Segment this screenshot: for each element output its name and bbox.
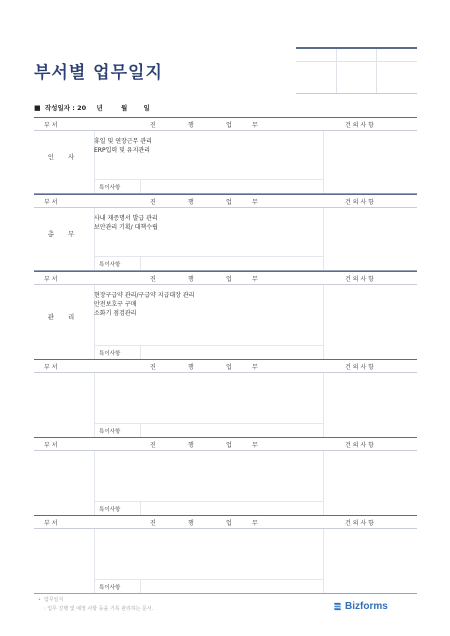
- header-progress-char: 업: [226, 199, 232, 206]
- page-title: 부서별 업무일지: [34, 63, 163, 83]
- task-item: 보안관리 기획/ 대책수립: [94, 224, 158, 231]
- header-dept: 부 서: [44, 520, 58, 527]
- header-progress-char: 업: [226, 364, 232, 371]
- header-progress-char: 행: [188, 199, 194, 206]
- approval-cell-divider: [376, 49, 377, 93]
- department-label: 인 사: [47, 152, 81, 161]
- bizforms-logo: [333, 601, 388, 612]
- task-item: 휴일 및 연장근무 관리: [94, 138, 152, 145]
- special-notes-row: [94, 345, 323, 359]
- table-header-row: [34, 118, 417, 131]
- special-notes-label: 특이사항: [99, 262, 121, 268]
- log-table-block: [34, 117, 417, 193]
- task-list: [94, 291, 194, 318]
- table-header-row: [34, 195, 417, 208]
- header-dept: 부 서: [44, 442, 58, 449]
- header-dept: 부 서: [44, 122, 58, 129]
- special-notes-divider: [140, 424, 141, 437]
- log-table-block: [34, 515, 417, 593]
- header-progress-char: 업: [226, 520, 232, 527]
- header-progress-char: 무: [252, 122, 258, 129]
- logo-text: Bizforms: [345, 601, 388, 612]
- header-progress-char: 행: [188, 364, 194, 371]
- task-list: [94, 214, 158, 232]
- header-progress-char: 무: [252, 364, 258, 371]
- header-progress-char: 진: [150, 442, 156, 449]
- department-label: 관 리: [47, 312, 81, 321]
- header-progress-char: 업: [226, 276, 232, 283]
- log-table-block: [34, 194, 417, 270]
- header-progress-char: 행: [188, 442, 194, 449]
- special-notes-divider: [140, 580, 141, 593]
- month-unit: 월: [121, 104, 128, 112]
- task-item: 안전보호구 구매: [94, 301, 137, 308]
- year-unit: 년: [96, 104, 103, 112]
- header-progress-char: 무: [252, 199, 258, 206]
- header-progress-char: 행: [188, 520, 194, 527]
- header-review: 건 의 사 항: [345, 364, 374, 371]
- log-table-block: [34, 271, 417, 359]
- header-review: 건 의 사 항: [345, 442, 374, 449]
- header-progress-char: 행: [188, 276, 194, 283]
- footer-note: [38, 596, 153, 614]
- task-item: 소화기 점검관리: [94, 310, 137, 317]
- task-item: 사내 재증명서 발급 관리: [94, 215, 158, 222]
- special-notes-divider: [140, 502, 141, 515]
- approval-box: [296, 47, 417, 94]
- footer-title: 업무일지: [43, 597, 64, 603]
- column-divider: [323, 451, 324, 515]
- footer-description: : 업무 진행 및 예정 사항 등을 기록 관리하는 문서.: [44, 606, 154, 612]
- special-notes-label: 특이사항: [99, 585, 121, 591]
- header-progress-char: 진: [150, 364, 156, 371]
- column-divider: [323, 285, 324, 359]
- special-notes-label: 특이사항: [99, 429, 121, 435]
- header-review: 건 의 사 항: [345, 199, 374, 206]
- header-progress-char: 업: [226, 122, 232, 129]
- header-progress-char: 진: [150, 520, 156, 527]
- footer-bullet: •: [38, 597, 41, 603]
- approval-cell-divider: [336, 49, 337, 93]
- header-dept: 부 서: [44, 276, 58, 283]
- header-progress-char: 업: [226, 442, 232, 449]
- special-notes-label: 특이사항: [99, 507, 121, 513]
- special-notes-row: [94, 501, 323, 515]
- header-progress-char: 행: [188, 122, 194, 129]
- task-list: [94, 137, 152, 155]
- header-progress-char: 진: [150, 199, 156, 206]
- table-header-row: [34, 272, 417, 285]
- header-progress-char: 진: [150, 276, 156, 283]
- special-notes-row: [94, 179, 323, 193]
- task-item: 현장구급약 관리/구급약 지급대장 관리: [94, 292, 195, 299]
- date-label: 작성일자 : 20: [44, 104, 87, 112]
- date-line: [34, 103, 150, 112]
- special-notes-row: [94, 579, 323, 593]
- day-unit: 일: [143, 104, 150, 112]
- header-dept: 부 서: [44, 364, 58, 371]
- header-review: 건 의 사 항: [345, 520, 374, 527]
- approval-header-line: [296, 61, 417, 62]
- bizforms-logo-icon: [333, 602, 342, 611]
- table-bottom-rule: [34, 593, 417, 594]
- header-review: 건 의 사 항: [345, 122, 374, 129]
- department-label: 총 무: [47, 229, 81, 238]
- table-header-row: [34, 516, 417, 529]
- column-divider: [323, 529, 324, 593]
- special-notes-divider: [140, 180, 141, 193]
- square-bullet-icon: ■: [34, 104, 41, 112]
- log-table-block: [34, 437, 417, 515]
- header-progress-char: 무: [252, 276, 258, 283]
- special-notes-row: [94, 423, 323, 437]
- table-header-row: [34, 438, 417, 451]
- header-progress-char: 진: [150, 122, 156, 129]
- special-notes-row: [94, 256, 323, 270]
- column-divider: [323, 131, 324, 193]
- header-progress-char: 무: [252, 520, 258, 527]
- special-notes-label: 특이사항: [99, 185, 121, 191]
- header-progress-char: 무: [252, 442, 258, 449]
- column-divider: [323, 373, 324, 437]
- log-table-block: [34, 359, 417, 437]
- task-item: ERP입력 및 유지관리: [94, 147, 150, 154]
- header-review: 건 의 사 항: [345, 276, 374, 283]
- special-notes-divider: [140, 257, 141, 270]
- column-divider: [323, 208, 324, 270]
- table-header-row: [34, 360, 417, 373]
- special-notes-label: 특이사항: [99, 351, 121, 357]
- header-dept: 부 서: [44, 199, 58, 206]
- special-notes-divider: [140, 346, 141, 359]
